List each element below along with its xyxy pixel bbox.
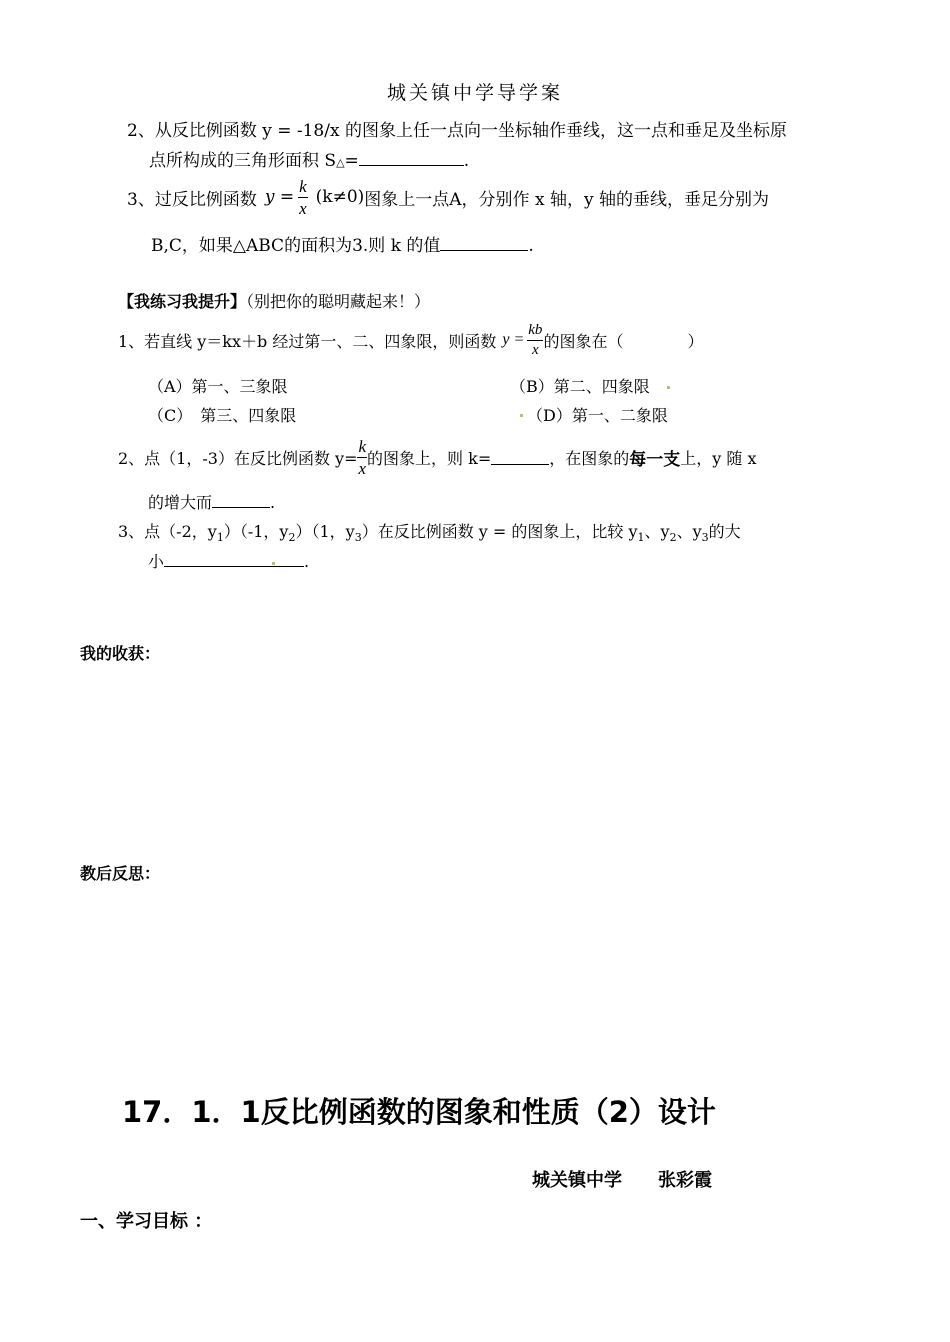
practice-heading-note: （别把你的聪明藏起来！）	[246, 292, 431, 311]
practice-q2-line2-text: 的增大而	[148, 493, 213, 512]
practice-q2-prefix: 2、点（1，-3）在反比例函数 y=	[118, 448, 358, 468]
practice-heading-title: 【我练习我提升】	[118, 292, 247, 311]
practice-question-3: 3、点（-2，$y_1)(-1$，$y_2)(1$，$y_3$）在反比例函数 y = 的图象上，比较 $y_1$、$y_2$、$y_3$的大	[118, 522, 741, 545]
question-3-line-2: B,C，如果△ABC的面积为3.则 k 的值 .	[151, 236, 534, 256]
equals-sign: =	[344, 151, 359, 171]
question-2-text: 点所构成的三角形面积 S	[149, 151, 337, 171]
fraction-numerator: kb	[528, 321, 543, 338]
fraction-k-over-x	[357, 438, 367, 477]
question-3-text: B,C，如果△ABC的面积为3.则 k 的值	[151, 236, 441, 256]
fraction-denominator: x	[299, 198, 307, 218]
practice-heading	[118, 289, 430, 312]
lesson-title: 17．1．1反比例函数的图象和性质（2）设计	[122, 1095, 716, 1129]
teaching-reflection-heading: 教后反思：	[80, 864, 161, 883]
y-equals: y =	[502, 331, 525, 348]
practice-q2-emphasis: 每一支	[629, 449, 681, 470]
fraction-k-over-x	[298, 178, 308, 217]
answer-blank	[491, 450, 549, 465]
question-2-line-1: 2、从反比例函数 y = -18/x 的图象上任一点向一坐标轴作垂线，这一点和垂足及坐标原	[127, 121, 787, 141]
practice-q2-end: 上，y 随 x	[680, 448, 757, 468]
answer-blank	[164, 552, 304, 567]
fraction-numerator: k	[358, 436, 367, 456]
practice-q2-mid: 的图象上，则 k=	[367, 448, 492, 468]
practice-question-1	[118, 317, 703, 363]
fraction-denominator: x	[527, 340, 543, 358]
lesson-author: 城关镇中学 张彩霞	[532, 1170, 712, 1191]
k-condition: (k≠0)	[315, 187, 365, 207]
y-equals: y =	[264, 187, 295, 207]
answer-blank	[212, 493, 270, 508]
fraction-kb-over-x	[527, 323, 543, 358]
question-2-line-2: 点所构成的三角形面积 S△= .	[149, 151, 470, 171]
option-a: （A）第一、三象限	[148, 377, 288, 396]
practice-question-2-line-2: 的增大而 .	[148, 493, 276, 512]
practice-question-3-line-2: 小 .	[148, 552, 310, 571]
practice-q2-after: ，在图象的	[549, 448, 630, 468]
option-c: （C） 第三、四象限	[148, 406, 297, 425]
triangle-subscript: △	[336, 156, 345, 169]
answer-blank	[440, 236, 528, 251]
fraction-numerator: k	[299, 176, 307, 196]
question-3-rest: 图象上一点A，分别作 x 轴，y 轴的垂线，垂足分别为	[364, 189, 769, 210]
practice-q3-line2-text: 小	[148, 552, 165, 571]
fraction-denominator: x	[358, 458, 367, 478]
practice-q1-prefix: 1、若直线 y＝kx＋b 经过第一、二、四象限，则函数	[118, 331, 497, 351]
stray-mark	[520, 414, 523, 417]
my-harvest-heading: 我的收获：	[80, 644, 161, 663]
page-header-title: 城关镇中学导学案	[386, 82, 563, 104]
learning-objectives-heading: 一、学习目标 ：	[80, 1211, 213, 1232]
question-3-line-1	[127, 172, 769, 222]
answer-blank	[359, 151, 464, 166]
option-d: （D）第一、二象限	[527, 406, 668, 425]
stray-mark	[667, 386, 670, 389]
practice-question-2	[118, 432, 757, 482]
stray-mark	[272, 562, 275, 565]
question-3-prefix: 3、过反比例函数	[127, 189, 257, 210]
option-b: （B）第二、四象限	[510, 377, 650, 396]
practice-q1-suffix: 的图象在（ ）	[543, 331, 704, 351]
